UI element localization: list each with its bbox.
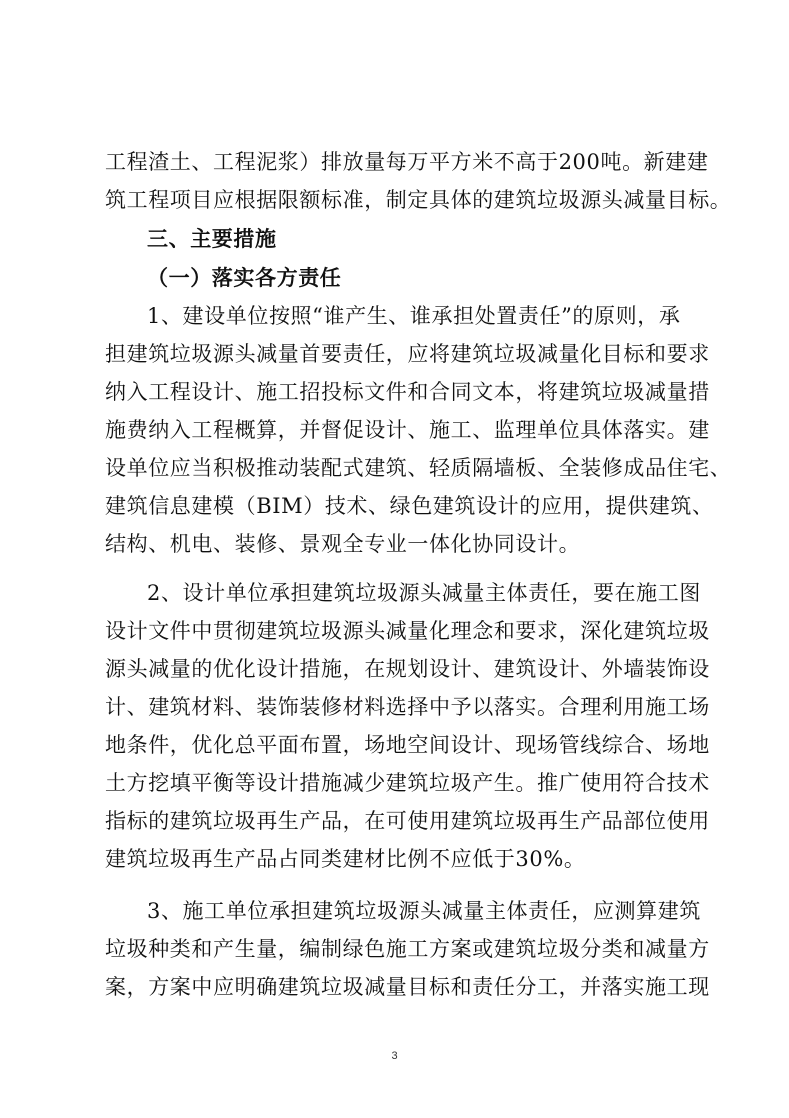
body-line: 土方挖填平衡等设计措施减少建筑垃圾产生。推广使用符合技术 — [105, 771, 710, 795]
body-line: 计、建筑材料、装饰装修材料选择中予以落实。合理利用施工场 — [105, 695, 710, 719]
paragraph-start-line: 2、设计单位承担建筑垃圾源头减量主体责任，要在施工图 — [147, 581, 701, 605]
body-line: 工程渣土、工程泥浆）排放量每万平方米不高于200吨。新建建 — [105, 150, 709, 174]
body-line: 纳入工程设计、施工招投标文件和合同文本，将建筑垃圾减量措 — [105, 380, 710, 404]
body-line: 结构、机电、装修、景观全专业一体化协同设计。 — [105, 532, 581, 556]
subsection-heading: （一）落实各方责任 — [147, 266, 342, 290]
body-line: 建筑垃圾再生产品占同类建材比例不应低于30%。 — [105, 847, 586, 871]
body-line: 施费纳入工程概算，并督促设计、施工、监理单位具体落实。建 — [105, 418, 710, 442]
body-line: 垃圾种类和产生量，编制绿色施工方案或建筑垃圾分类和减量方 — [105, 937, 710, 961]
paragraph-start-line: 3、施工单位承担建筑垃圾源头减量主体责任，应测算建筑 — [147, 899, 701, 923]
page-number: 3 — [391, 1050, 398, 1062]
section-heading: 三、主要措施 — [147, 227, 277, 251]
body-line: 筑工程项目应根据限额标准，制定具体的建筑垃圾源头减量目标。 — [105, 188, 732, 212]
body-line: 建筑信息建模（BIM）技术、绿色建筑设计的应用，提供建筑、 — [105, 494, 714, 518]
body-line: 设单位应当积极推动装配式建筑、轻质隔墙板、全装修成品住宅、 — [105, 456, 732, 480]
body-line: 设计文件中贯彻建筑垃圾源头减量化理念和要求，深化建筑垃圾 — [105, 619, 710, 643]
body-line: 担建筑垃圾源头减量首要责任，应将建筑垃圾减量化目标和要求 — [105, 342, 710, 366]
body-line: 案，方案中应明确建筑垃圾减量目标和责任分工，并落实施工现 — [105, 975, 710, 999]
body-line: 指标的建筑垃圾再生产品，在可使用建筑垃圾再生产品部位使用 — [105, 809, 710, 833]
body-line: 源头减量的优化设计措施，在规划设计、建筑设计、外墙装饰设 — [105, 657, 710, 681]
paragraph-start-line: 1、建设单位按照“谁产生、谁承担处置责任”的原则，承 — [147, 304, 681, 328]
body-line: 地条件，优化总平面布置，场地空间设计、现场管线综合、场地 — [105, 733, 710, 757]
